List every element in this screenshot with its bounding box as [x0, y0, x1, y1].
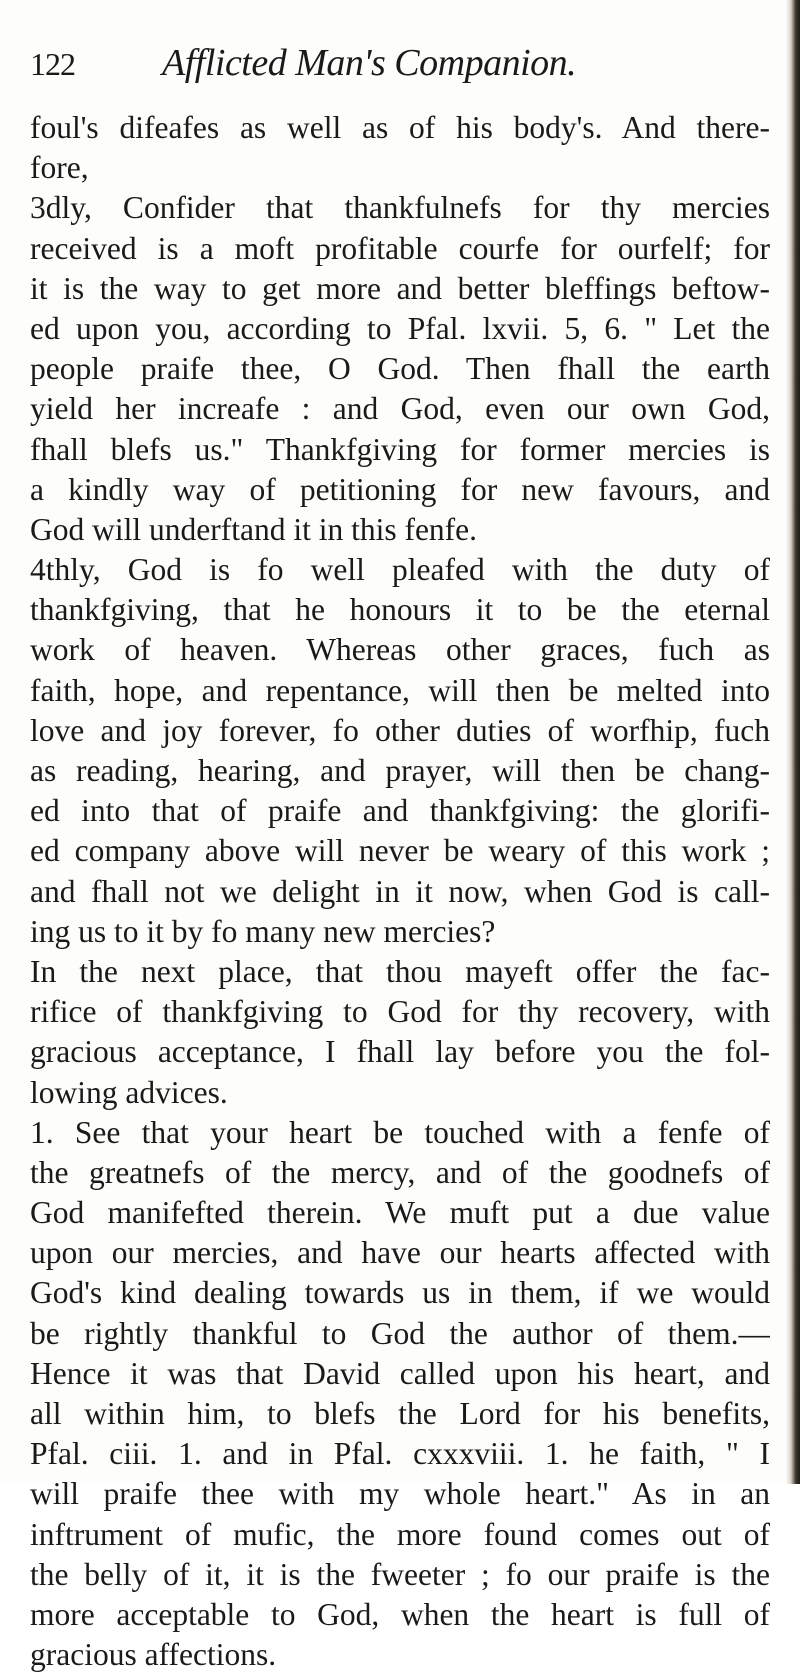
- text-line: ed company above will never be weary of this work ;: [30, 833, 770, 869]
- text-line: it is the way to get more and better bleffings beftow-: [30, 270, 770, 306]
- text-line: be rightly thankful to God the author of them.—: [30, 1315, 770, 1351]
- page-header: [30, 40, 770, 90]
- text-line: yield her increafe : and God, even our own God,: [30, 391, 770, 427]
- running-head: Afflicted Man's Companion.: [162, 42, 577, 84]
- text-line: ed into that of praife and thankfgiving: the glorifi-: [30, 793, 770, 829]
- text-line: received is a moft profitable courfe for ourfelf; for: [30, 230, 770, 266]
- text-line: thankfgiving, that he honours it to be the eternal: [30, 592, 770, 628]
- text-line: 1. See that your heart be touched with a fenfe of: [30, 1114, 770, 1150]
- text-line: 3dly, Confider that thankfulnefs for thy mercies: [30, 190, 770, 226]
- text-line: faith, hope, and repentance, will then be melted into: [30, 672, 770, 708]
- text-line: foul's difeafes as well as of his body's. And there-: [30, 110, 770, 145]
- text-line: ing us to it by fo many new mercies?: [30, 913, 496, 949]
- text-line: gracious acceptance, I fhall lay before you the fol-: [30, 1034, 770, 1070]
- text-line: God will underftand it in this fenfe.: [30, 511, 478, 547]
- page-number: 122: [30, 46, 75, 82]
- text-line: Pfal. ciii. 1. and in Pfal. cxxxviii. 1. he faith, " I: [30, 1436, 770, 1472]
- text-line: as reading, hearing, and prayer, will then be chang-: [30, 753, 770, 788]
- text-line: God's kind dealing towards us in them, if we would: [30, 1275, 770, 1311]
- text-line: will praife thee with my whole heart." As in an: [30, 1476, 770, 1512]
- text-line: inftrument of mufic, the more found comes out of: [30, 1516, 770, 1552]
- text-line: fhall blefs us." Thankfgiving for former mercies is: [30, 431, 770, 467]
- text-line: ed upon you, according to Pfal. lxvii. 5, 6. " Let the: [30, 310, 770, 346]
- text-line: God manifefted therein. We muft put a due value: [30, 1195, 770, 1231]
- body-text: [30, 108, 770, 1675]
- text-line: all within him, to blefs the Lord for his benefits,: [30, 1396, 770, 1431]
- text-line: and fhall not we delight in it now, when God is call-: [30, 873, 770, 909]
- text-line: work of heaven. Whereas other graces, fuch as: [30, 632, 770, 668]
- text-line: the greatnefs of the mercy, and of the goodnefs of: [30, 1154, 770, 1190]
- text-line: a kindly way of petitioning for new favours, and: [30, 471, 770, 507]
- page-binding-shadow: [786, 0, 800, 1484]
- text-line: 4thly, God is fo well pleafed with the duty of: [30, 552, 770, 588]
- text-line: lowing advices.: [30, 1074, 228, 1110]
- text-line: upon our mercies, and have our hearts affected with: [30, 1235, 770, 1271]
- text-line: more acceptable to God, when the heart is full of: [30, 1596, 770, 1632]
- text-line: In the next place, that thou mayeft offer the fac-: [30, 953, 770, 989]
- text-line: Hence it was that David called upon his heart, and: [30, 1355, 770, 1391]
- text-line: fore,: [30, 150, 89, 186]
- text-line: rifice of thankfgiving to God for thy recovery, with: [30, 994, 770, 1030]
- text-line: people praife thee, O God. Then fhall the earth: [30, 351, 770, 387]
- text-line: gracious affections.: [30, 1637, 277, 1673]
- text-line: the belly of it, it is the fweeter ; fo our praife is the: [30, 1556, 770, 1592]
- text-line: love and joy forever, fo other duties of worfhip, fuch: [30, 712, 770, 748]
